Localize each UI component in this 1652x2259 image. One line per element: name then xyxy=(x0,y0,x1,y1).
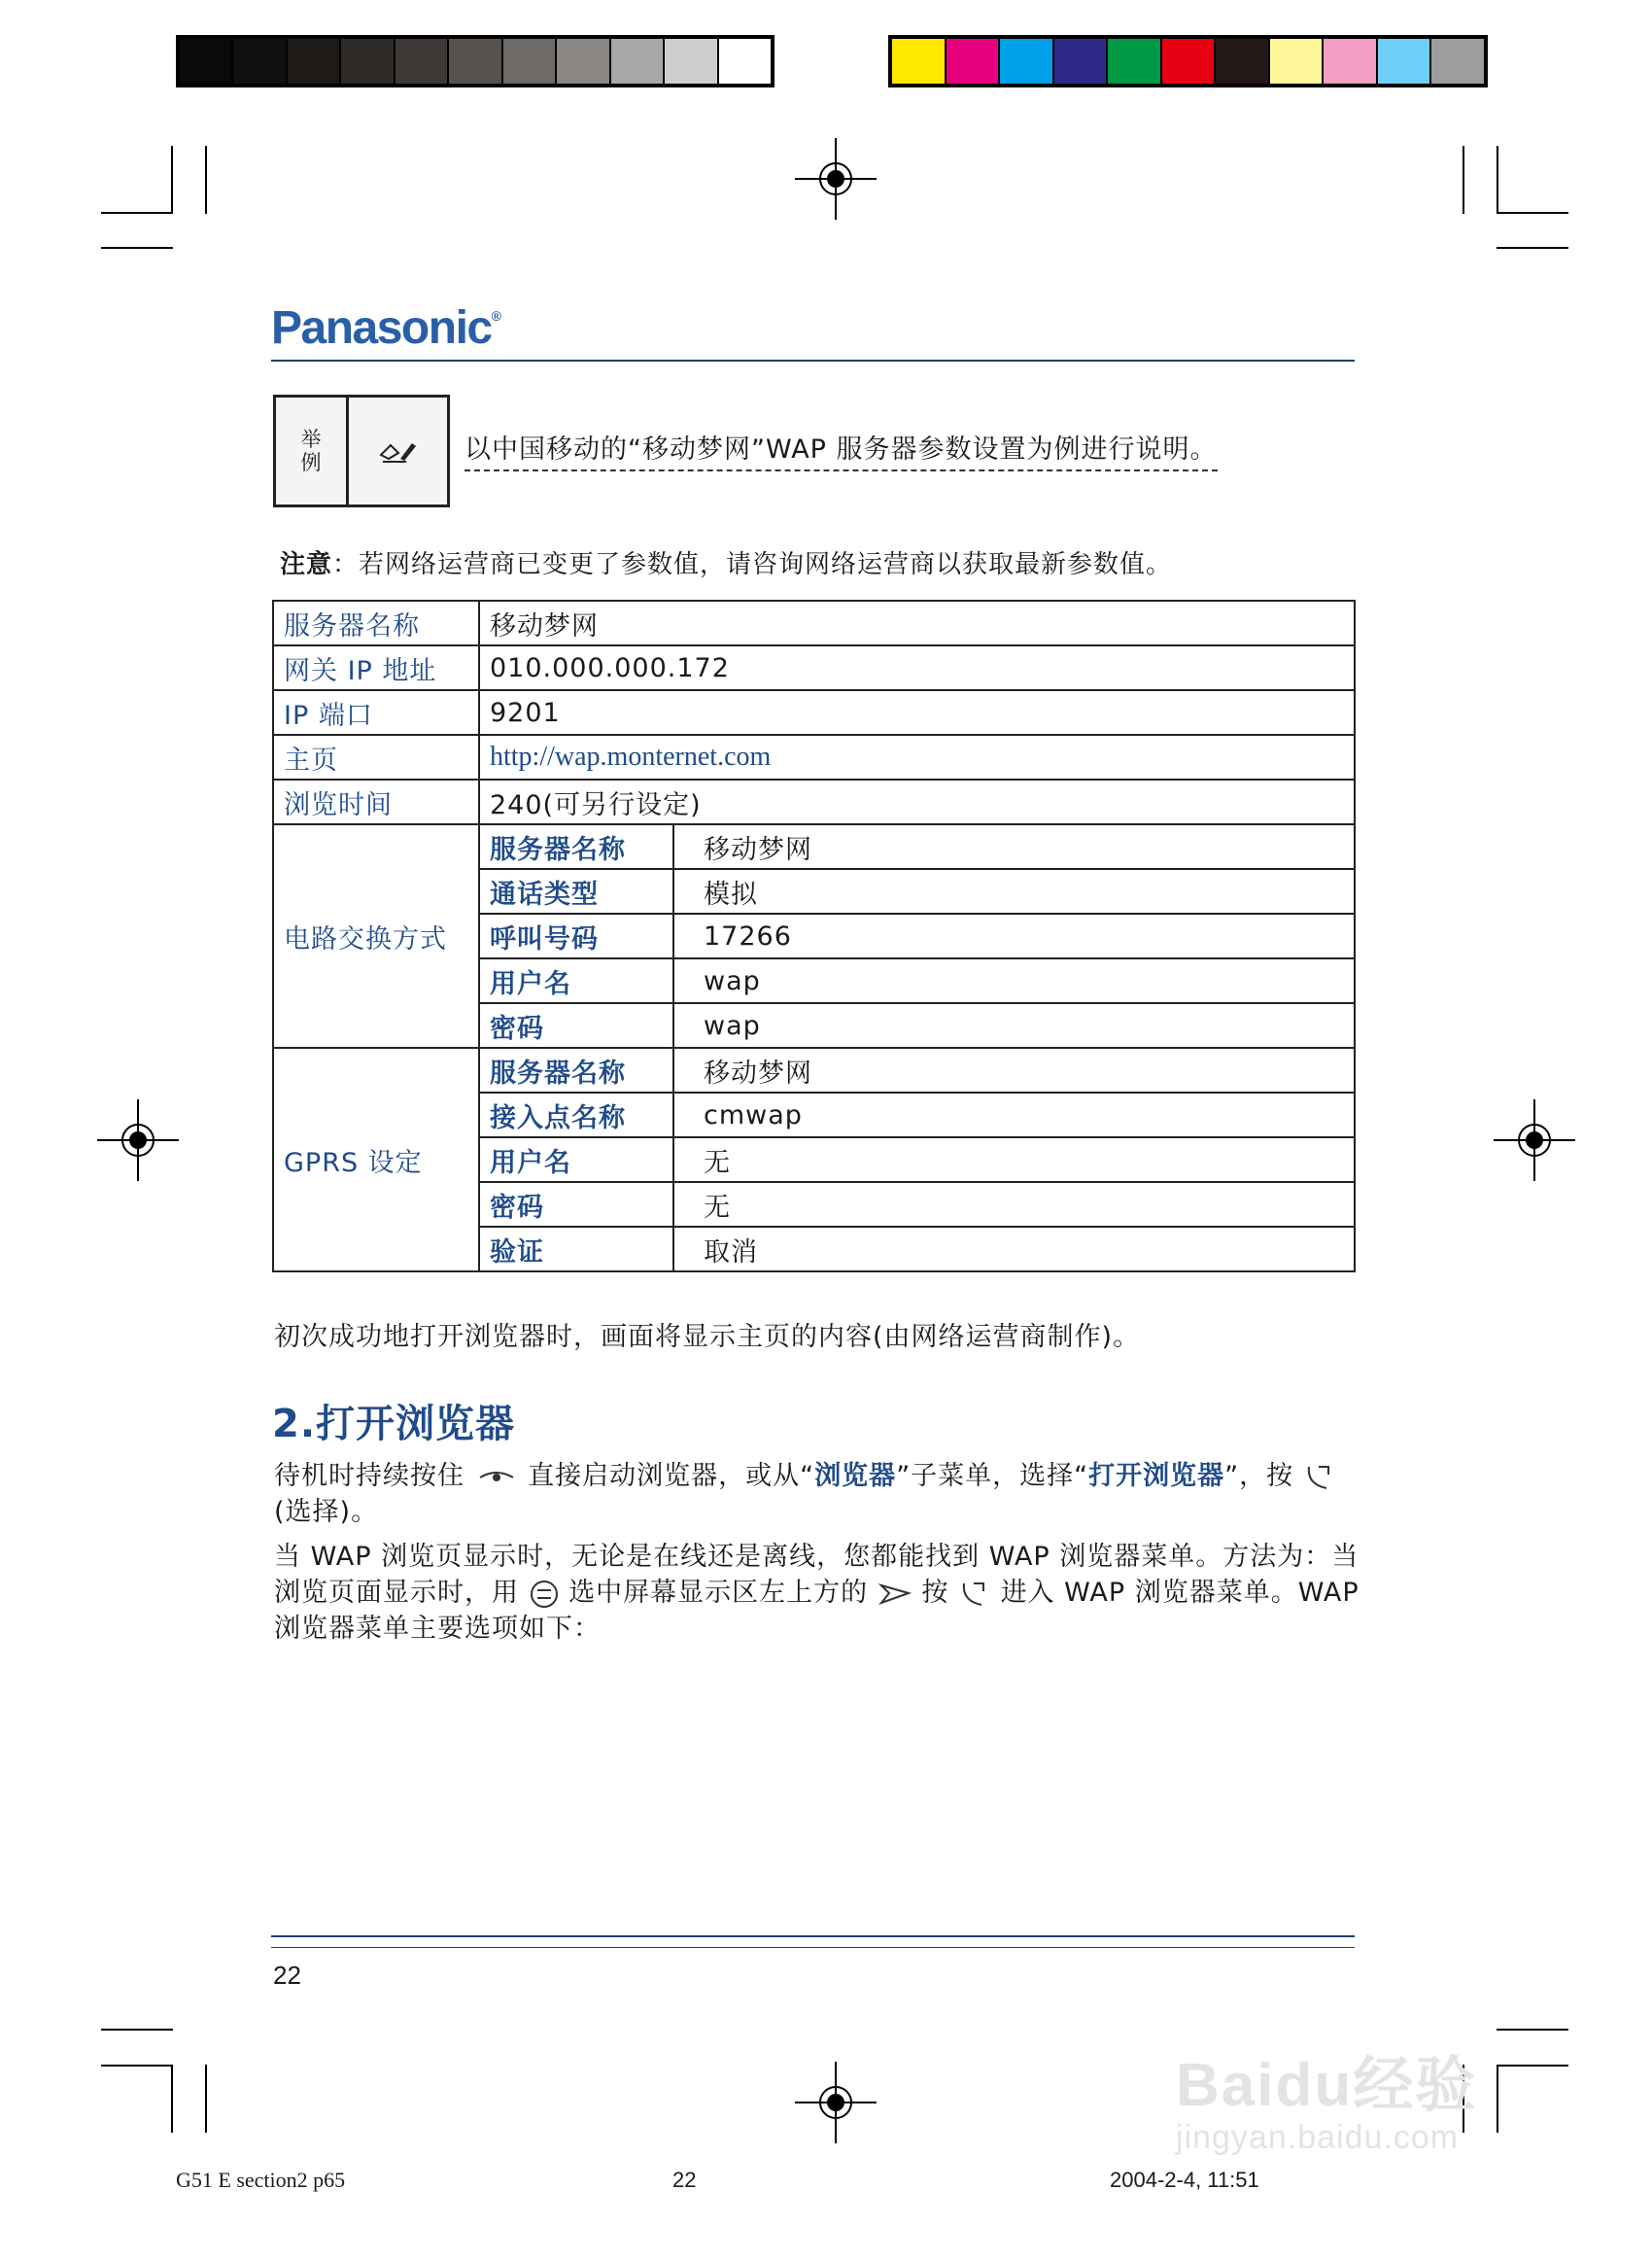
sub-value: 取消 xyxy=(673,1227,1355,1271)
registration-mark-icon xyxy=(1494,1099,1575,1181)
row-value: 240(可另行设定) xyxy=(479,780,1355,824)
panasonic-logo: Panasonic® xyxy=(271,302,501,354)
footer-filename: G51 E section2 p65 xyxy=(176,2168,346,2192)
crop-mark xyxy=(1497,146,1498,214)
crop-mark xyxy=(1497,2065,1568,2067)
sub-value: cmwap xyxy=(673,1093,1355,1137)
crop-mark xyxy=(101,2029,173,2031)
table-row xyxy=(273,690,1355,735)
after-table-text: 初次成功地打开浏览器时，画面将显示主页的内容(由网络运营商制作)。 xyxy=(274,1322,1141,1352)
color-swatch xyxy=(288,39,341,84)
crop-mark xyxy=(205,2065,207,2133)
footer-datetime: 2004-2-4, 11:51 xyxy=(1110,2168,1259,2192)
sub-value: 17266 xyxy=(673,914,1355,958)
color-swatch xyxy=(233,39,287,84)
table-row xyxy=(273,735,1355,780)
csd-group-label: 电路交换方式 xyxy=(273,824,479,1048)
footer-rule xyxy=(271,1935,1355,1937)
sub-label: 呼叫号码 xyxy=(479,914,673,958)
color-swatch xyxy=(1216,39,1270,84)
color-swatch xyxy=(892,39,946,84)
paragraph-2: 当 WAP 浏览页显示时，无论是在线还是离线，您都能找到 WAP 浏览器菜单。方法为：当浏览页面显示时，用 选中屏幕显示区左上方的 按 进入 WAP 浏览器菜单。WAP 浏览器菜单主要选项如下： xyxy=(274,1542,1359,1644)
row-value: 移动梦网 xyxy=(479,601,1355,645)
color-swatch xyxy=(396,39,449,84)
color-swatch xyxy=(449,39,502,84)
table-row xyxy=(273,1048,1355,1093)
process-color-bar xyxy=(888,35,1488,87)
row-label: IP 端口 xyxy=(273,690,479,735)
color-swatch xyxy=(665,39,718,84)
crop-mark xyxy=(101,247,173,249)
row-value: 010.000.000.172 xyxy=(479,645,1355,690)
color-swatch xyxy=(341,39,395,84)
select-key-icon xyxy=(958,1580,991,1609)
sub-value: 无 xyxy=(673,1137,1355,1182)
footer-rule xyxy=(271,1947,1355,1948)
crop-mark xyxy=(1463,146,1464,214)
color-swatch xyxy=(1054,39,1109,84)
crop-mark xyxy=(171,2065,173,2133)
color-swatch xyxy=(1378,39,1432,84)
sub-label: 用户名 xyxy=(479,958,673,1003)
color-swatch xyxy=(1000,39,1054,84)
crop-mark xyxy=(1497,2029,1568,2031)
crop-mark xyxy=(171,146,173,214)
nav-key-icon xyxy=(529,1579,560,1610)
sub-value: 移动梦网 xyxy=(673,1048,1355,1093)
example-box xyxy=(273,395,450,507)
color-swatch xyxy=(611,39,665,84)
sub-label: 密码 xyxy=(479,1182,673,1227)
note xyxy=(280,544,1172,580)
sub-value: 移动梦网 xyxy=(673,824,1355,869)
registration-mark-icon xyxy=(97,1099,179,1181)
browser-key-icon xyxy=(474,1466,519,1489)
paragraph-1: 待机时持续按住 直接启动浏览器，或从“浏览器”子菜单，选择“打开浏览器”，按 (选择)。 xyxy=(274,1458,1362,1530)
crop-mark xyxy=(1497,247,1568,249)
example-text: 以中国移动的“移动梦网”WAP 服务器参数设置为例进行说明。 xyxy=(465,428,1218,471)
sub-label: 验证 xyxy=(479,1227,673,1271)
sub-value: wap xyxy=(673,1003,1355,1048)
table-row xyxy=(273,824,1355,869)
color-swatch xyxy=(180,39,233,84)
crop-mark xyxy=(101,212,173,214)
color-swatch xyxy=(1270,39,1325,84)
note-label: 注意 xyxy=(280,550,333,579)
baidu-watermark: Baidu经验 jingyan.baidu.com xyxy=(1176,2052,1478,2156)
color-swatch xyxy=(557,39,610,84)
sub-label: 通话类型 xyxy=(479,869,673,914)
color-swatch xyxy=(503,39,557,84)
registration-mark-icon xyxy=(795,138,877,220)
color-swatch xyxy=(1162,39,1217,84)
gprs-group-label: GPRS 设定 xyxy=(273,1048,479,1271)
select-key-icon xyxy=(1303,1463,1336,1492)
sub-value: wap xyxy=(673,958,1355,1003)
row-label: 浏览时间 xyxy=(273,780,479,824)
row-label: 服务器名称 xyxy=(273,601,479,645)
note-text: ：若网络运营商已变更了参数值，请咨询网络运营商以获取最新参数值。 xyxy=(332,550,1173,579)
color-swatch xyxy=(1108,39,1162,84)
row-label: 主页 xyxy=(273,735,479,780)
page-number: 22 xyxy=(273,1961,301,1990)
wap-settings-table xyxy=(272,600,1356,1272)
grayscale-color-bar xyxy=(176,35,774,87)
sub-value: 无 xyxy=(673,1182,1355,1227)
browser-menu-icon xyxy=(878,1580,912,1609)
registration-mark-icon xyxy=(795,2062,877,2143)
sub-value: 模拟 xyxy=(673,869,1355,914)
color-swatch xyxy=(719,39,771,84)
sub-label: 接入点名称 xyxy=(479,1093,673,1137)
footer-page: 22 xyxy=(672,2168,697,2192)
row-value: 9201 xyxy=(479,690,1355,735)
row-label: 网关 IP 地址 xyxy=(273,645,479,690)
sub-label: 密码 xyxy=(479,1003,673,1048)
homepage-url: http://wap.monternet.com xyxy=(479,735,1355,780)
crop-mark xyxy=(101,2065,173,2067)
table-row xyxy=(273,645,1355,690)
color-swatch xyxy=(946,39,1001,84)
header-rule xyxy=(271,360,1355,362)
crop-mark xyxy=(205,146,207,214)
sub-label: 服务器名称 xyxy=(479,1048,673,1093)
crop-mark xyxy=(1497,2065,1498,2133)
color-swatch xyxy=(1324,39,1378,84)
sub-label: 用户名 xyxy=(479,1137,673,1182)
color-swatch xyxy=(1431,39,1484,84)
section-heading: 2.打开浏览器 xyxy=(272,1402,516,1446)
table-row xyxy=(273,780,1355,824)
crop-mark xyxy=(1497,212,1568,214)
table-row xyxy=(273,601,1355,645)
example-pen-icon xyxy=(349,398,447,504)
example-label: 举 例 xyxy=(276,398,349,504)
sub-label: 服务器名称 xyxy=(479,824,673,869)
